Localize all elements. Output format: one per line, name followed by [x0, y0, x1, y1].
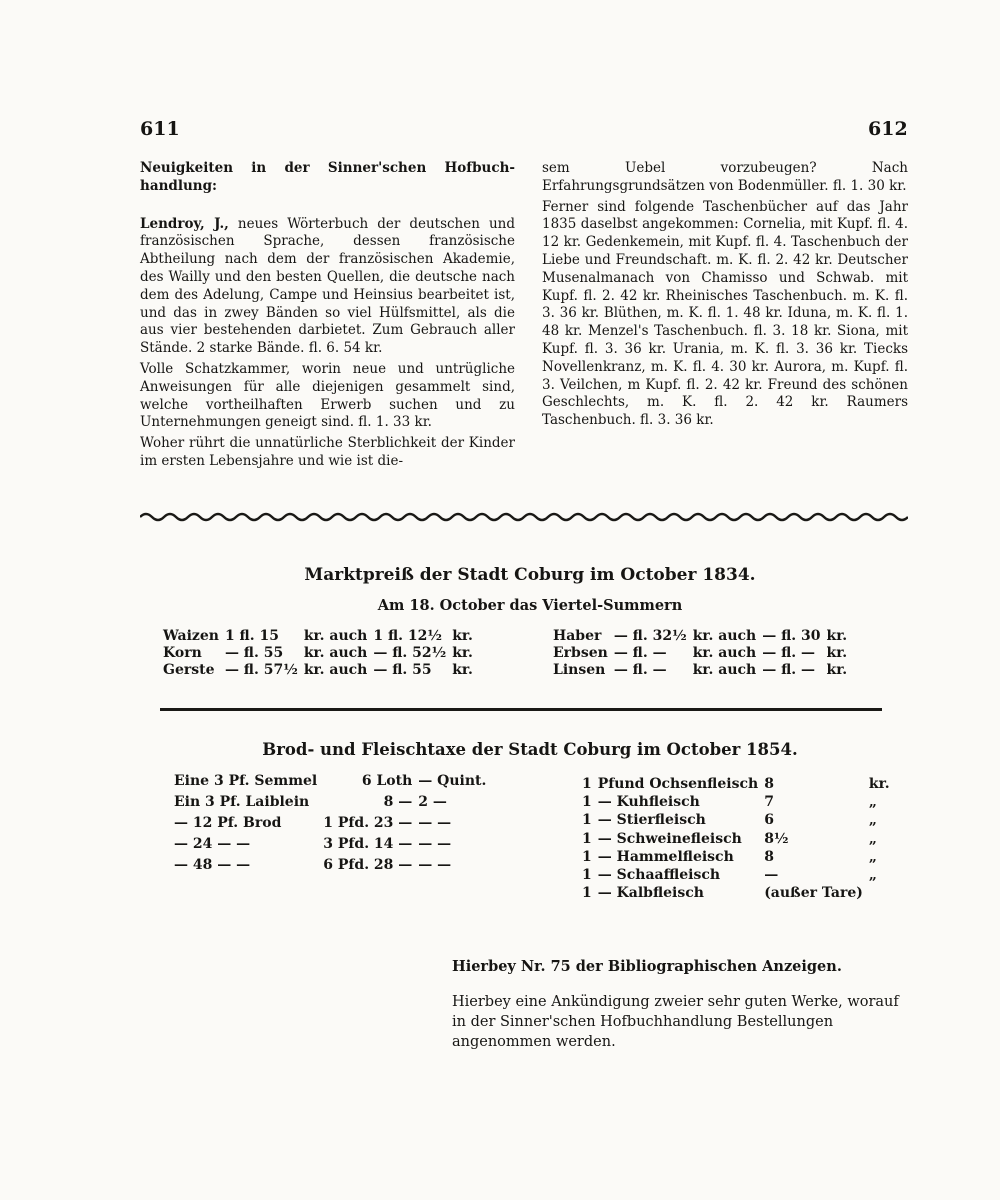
- table-cell: 3 Pfd. 14 —: [323, 836, 413, 852]
- table-cell: kr. auch: [692, 628, 757, 644]
- table-cell: Haber: [553, 628, 602, 644]
- table-cell: 8: [764, 848, 774, 865]
- table-cell: kr.: [452, 628, 473, 644]
- table-cell: kr.: [868, 776, 890, 792]
- entry-dictionary: [140, 216, 515, 358]
- table-cell: — fl. —: [762, 645, 816, 661]
- table-cell: — fl. —: [613, 662, 667, 678]
- announcement-note: Hierbey eine Ankündigung zweier sehr guten Werke, worauf in der Sinner'schen Hofbuchhandlung Bestellungen angenommen werden.: [452, 994, 899, 1050]
- table-cell: kr. auch: [303, 662, 368, 678]
- table-cell: „: [868, 848, 877, 865]
- market-title: Marktpreiß der Stadt Coburg im October 1834.: [304, 565, 756, 585]
- table-cell: — Stierfleisch: [597, 812, 706, 829]
- table-cell: kr.: [826, 662, 848, 678]
- table-cell: —: [764, 867, 779, 884]
- entry-author: Lendroy, J.,: [140, 215, 229, 232]
- meat-tax-table: [582, 775, 896, 902]
- table-cell: 1: [582, 848, 592, 865]
- table-cell: — 12 Pf. Brod: [174, 815, 282, 831]
- table-row: [582, 848, 896, 866]
- table-cell: — fl. 55: [373, 662, 432, 678]
- table-cell: kr. auch: [303, 645, 368, 661]
- table-row: [582, 866, 896, 884]
- table-cell: — fl. —: [762, 662, 816, 678]
- table-cell: — Quint.: [418, 773, 487, 789]
- table-cell: 7: [764, 794, 774, 811]
- table-cell: kr.: [826, 628, 848, 644]
- entry-schatzkammer: Volle Schatzkammer, worin neue und untrügliche Anweisungen für alle diejenigen gesammelt sind, welche vortheilhaften Erwerb suchen und zu Unternehmungen geneigt sind. fl. 1. 33 kr.: [140, 360, 515, 431]
- table-cell: „: [868, 812, 877, 829]
- page-number-left: 611: [140, 118, 180, 140]
- table-cell: 1: [582, 867, 592, 884]
- table-row: [553, 645, 853, 662]
- table-cell: Waizen: [163, 628, 219, 644]
- entry-taschenbuecher: Ferner sind folgende Taschenbücher auf das Jahr 1835 daselbst angekommen: Cornelia, mit Kupf. fl. 4. 12 kr. Gedenkemein, mit Kupf. fl. 4. Taschenbuch der Liebe und Freundschaft. m. K. fl. 2. 42 kr. Deutscher Musenalmanach von Chamisso und Schwab. mit Kupf. fl. 2. 42 kr. Rheinisches Taschenbuch. m. K. fl. 3. 36 kr. Blüthen, m. K. fl. 1. 48 kr. Iduna, m. K. fl. 1. 48 kr. Menzel's Taschenbuch. fl. 3. 18 kr. Siona, mit Kupf. fl. 3. 36 kr. Urania, m. K. fl. 3. 36 kr. Tiecks Novellenkranz, m. K. fl. 4. 30 kr. Aurora, m. Kupf. fl. 3. Veilchen, m Kupf. fl. 2. 42 kr. Freund des schönen Geschlechts, m. K. fl. 2. 42 kr. Raumers Taschenbuch. fl. 3. 36 kr.: [542, 198, 908, 429]
- table-cell: — 48 — —: [174, 857, 251, 873]
- table-cell: — —: [418, 815, 452, 831]
- table-cell: — fl. —: [613, 645, 667, 661]
- table-cell: 8 —: [383, 794, 413, 810]
- table-row: [174, 792, 492, 813]
- table-row: [174, 813, 492, 834]
- table-cell: — fl. 30: [762, 628, 821, 644]
- table-cell: kr. auch: [692, 662, 757, 678]
- table-row: [553, 628, 853, 645]
- table-cell: 1 fl. 12½: [373, 628, 442, 644]
- table-cell: — Kalbfleisch: [597, 885, 704, 902]
- table-cell: kr. auch: [303, 628, 368, 644]
- table-cell: Eine 3 Pf. Semmel: [174, 773, 318, 789]
- table-cell: kr.: [452, 645, 473, 661]
- table-row: [582, 884, 896, 902]
- tax-title: Brod- und Fleischtaxe der Stadt Coburg im October 1854.: [262, 740, 798, 759]
- table-cell: 2 —: [418, 794, 447, 810]
- table-cell: (außer Tare): [764, 885, 863, 902]
- table-cell: [869, 884, 896, 902]
- table-row: [553, 662, 853, 679]
- table-row: [582, 830, 896, 848]
- table-cell: Ein 3 Pf. Laiblein: [174, 794, 310, 810]
- entry-text: neues Wörterbuch der deutschen und französischen Sprache, dessen französische Abtheilung nach dem der französischen Akademie, des Wailly und den besten Quellen, die deutsche nach dem des Adelung, Campe und Heinsius bearbeitet ist, und das in zwey Bänden so viel Hülfsmittel, als die aus vier bestehenden darbietet. Zum Gebrauch aller Stände. 2 starke Bände. fl. 6. 54 kr.: [140, 215, 515, 357]
- bibliography-note: Hierbey Nr. 75 der Bibliographischen Anzeigen.: [452, 958, 842, 975]
- table-cell: Linsen: [553, 662, 606, 678]
- table-cell: „: [868, 830, 877, 847]
- table-cell: 1: [582, 776, 592, 792]
- table-cell: Pfund Ochsenfleisch: [597, 776, 759, 792]
- table-cell: „: [868, 794, 877, 811]
- table-cell: 1: [582, 812, 592, 829]
- table-row: [174, 771, 492, 792]
- table-cell: 8: [764, 776, 774, 792]
- table-cell: — Schaaffleisch: [597, 867, 721, 884]
- table-cell: kr. auch: [692, 645, 757, 661]
- bread-tax-table: [174, 771, 492, 876]
- table-cell: 6 Pfd. 28 —: [323, 857, 413, 873]
- grain-price-table-left: [163, 628, 479, 679]
- section-divider: [160, 708, 882, 711]
- table-cell: 6: [764, 812, 774, 829]
- table-row: [174, 834, 492, 855]
- table-cell: 6 Loth: [361, 773, 413, 789]
- table-cell: — —: [418, 836, 452, 852]
- table-cell: „: [868, 867, 877, 884]
- table-cell: — Kuhfleisch: [597, 794, 700, 811]
- table-cell: — Hammelfleisch: [597, 848, 734, 865]
- table-row: [582, 793, 896, 811]
- table-cell: 1 fl. 15: [224, 628, 279, 644]
- market-subtitle: Am 18. October das Viertel-Summern: [377, 597, 683, 614]
- table-cell: kr.: [826, 645, 848, 661]
- table-row: [163, 645, 479, 662]
- table-cell: — fl. 57½: [224, 662, 298, 678]
- table-row: [174, 855, 492, 876]
- entry-continuation: sem Uebel vorzubeugen? Nach Erfahrungsgrundsätzen von Bodenmüller. fl. 1. 30 kr.: [542, 160, 908, 194]
- table-cell: kr.: [452, 662, 473, 678]
- table-row: [582, 811, 896, 829]
- page-number-right: 612: [868, 118, 908, 140]
- table-cell: — fl. 55: [224, 645, 284, 661]
- table-row: [163, 662, 479, 679]
- table-cell: — fl. 32½: [613, 628, 687, 644]
- table-row: [582, 775, 896, 793]
- table-cell: — —: [418, 857, 452, 873]
- column-heading: Neuigkeiten in der Sinner'schen Hofbuch-handlung:: [140, 160, 515, 194]
- table-cell: Korn: [163, 645, 202, 661]
- table-row: [163, 628, 479, 645]
- right-column: [542, 160, 908, 433]
- table-cell: — 24 — —: [174, 836, 251, 852]
- table-cell: Gerste: [163, 662, 215, 678]
- left-column: [140, 160, 515, 474]
- table-cell: 8½: [764, 830, 789, 847]
- grain-price-table-right: [553, 628, 853, 679]
- table-cell: 1: [582, 794, 592, 811]
- table-cell: — Schweinefleisch: [597, 830, 742, 847]
- table-cell: 1: [582, 885, 592, 902]
- table-cell: 1: [582, 830, 592, 847]
- entry-sterblichkeit: Woher rührt die unnatürliche Sterblichkeit der Kinder im ersten Lebensjahre und wie ist die-: [140, 435, 515, 469]
- wavy-divider: [140, 509, 908, 525]
- table-cell: — fl. 52½: [373, 645, 447, 661]
- table-cell: 1 Pfd. 23 —: [323, 815, 413, 831]
- table-cell: Erbsen: [553, 645, 608, 661]
